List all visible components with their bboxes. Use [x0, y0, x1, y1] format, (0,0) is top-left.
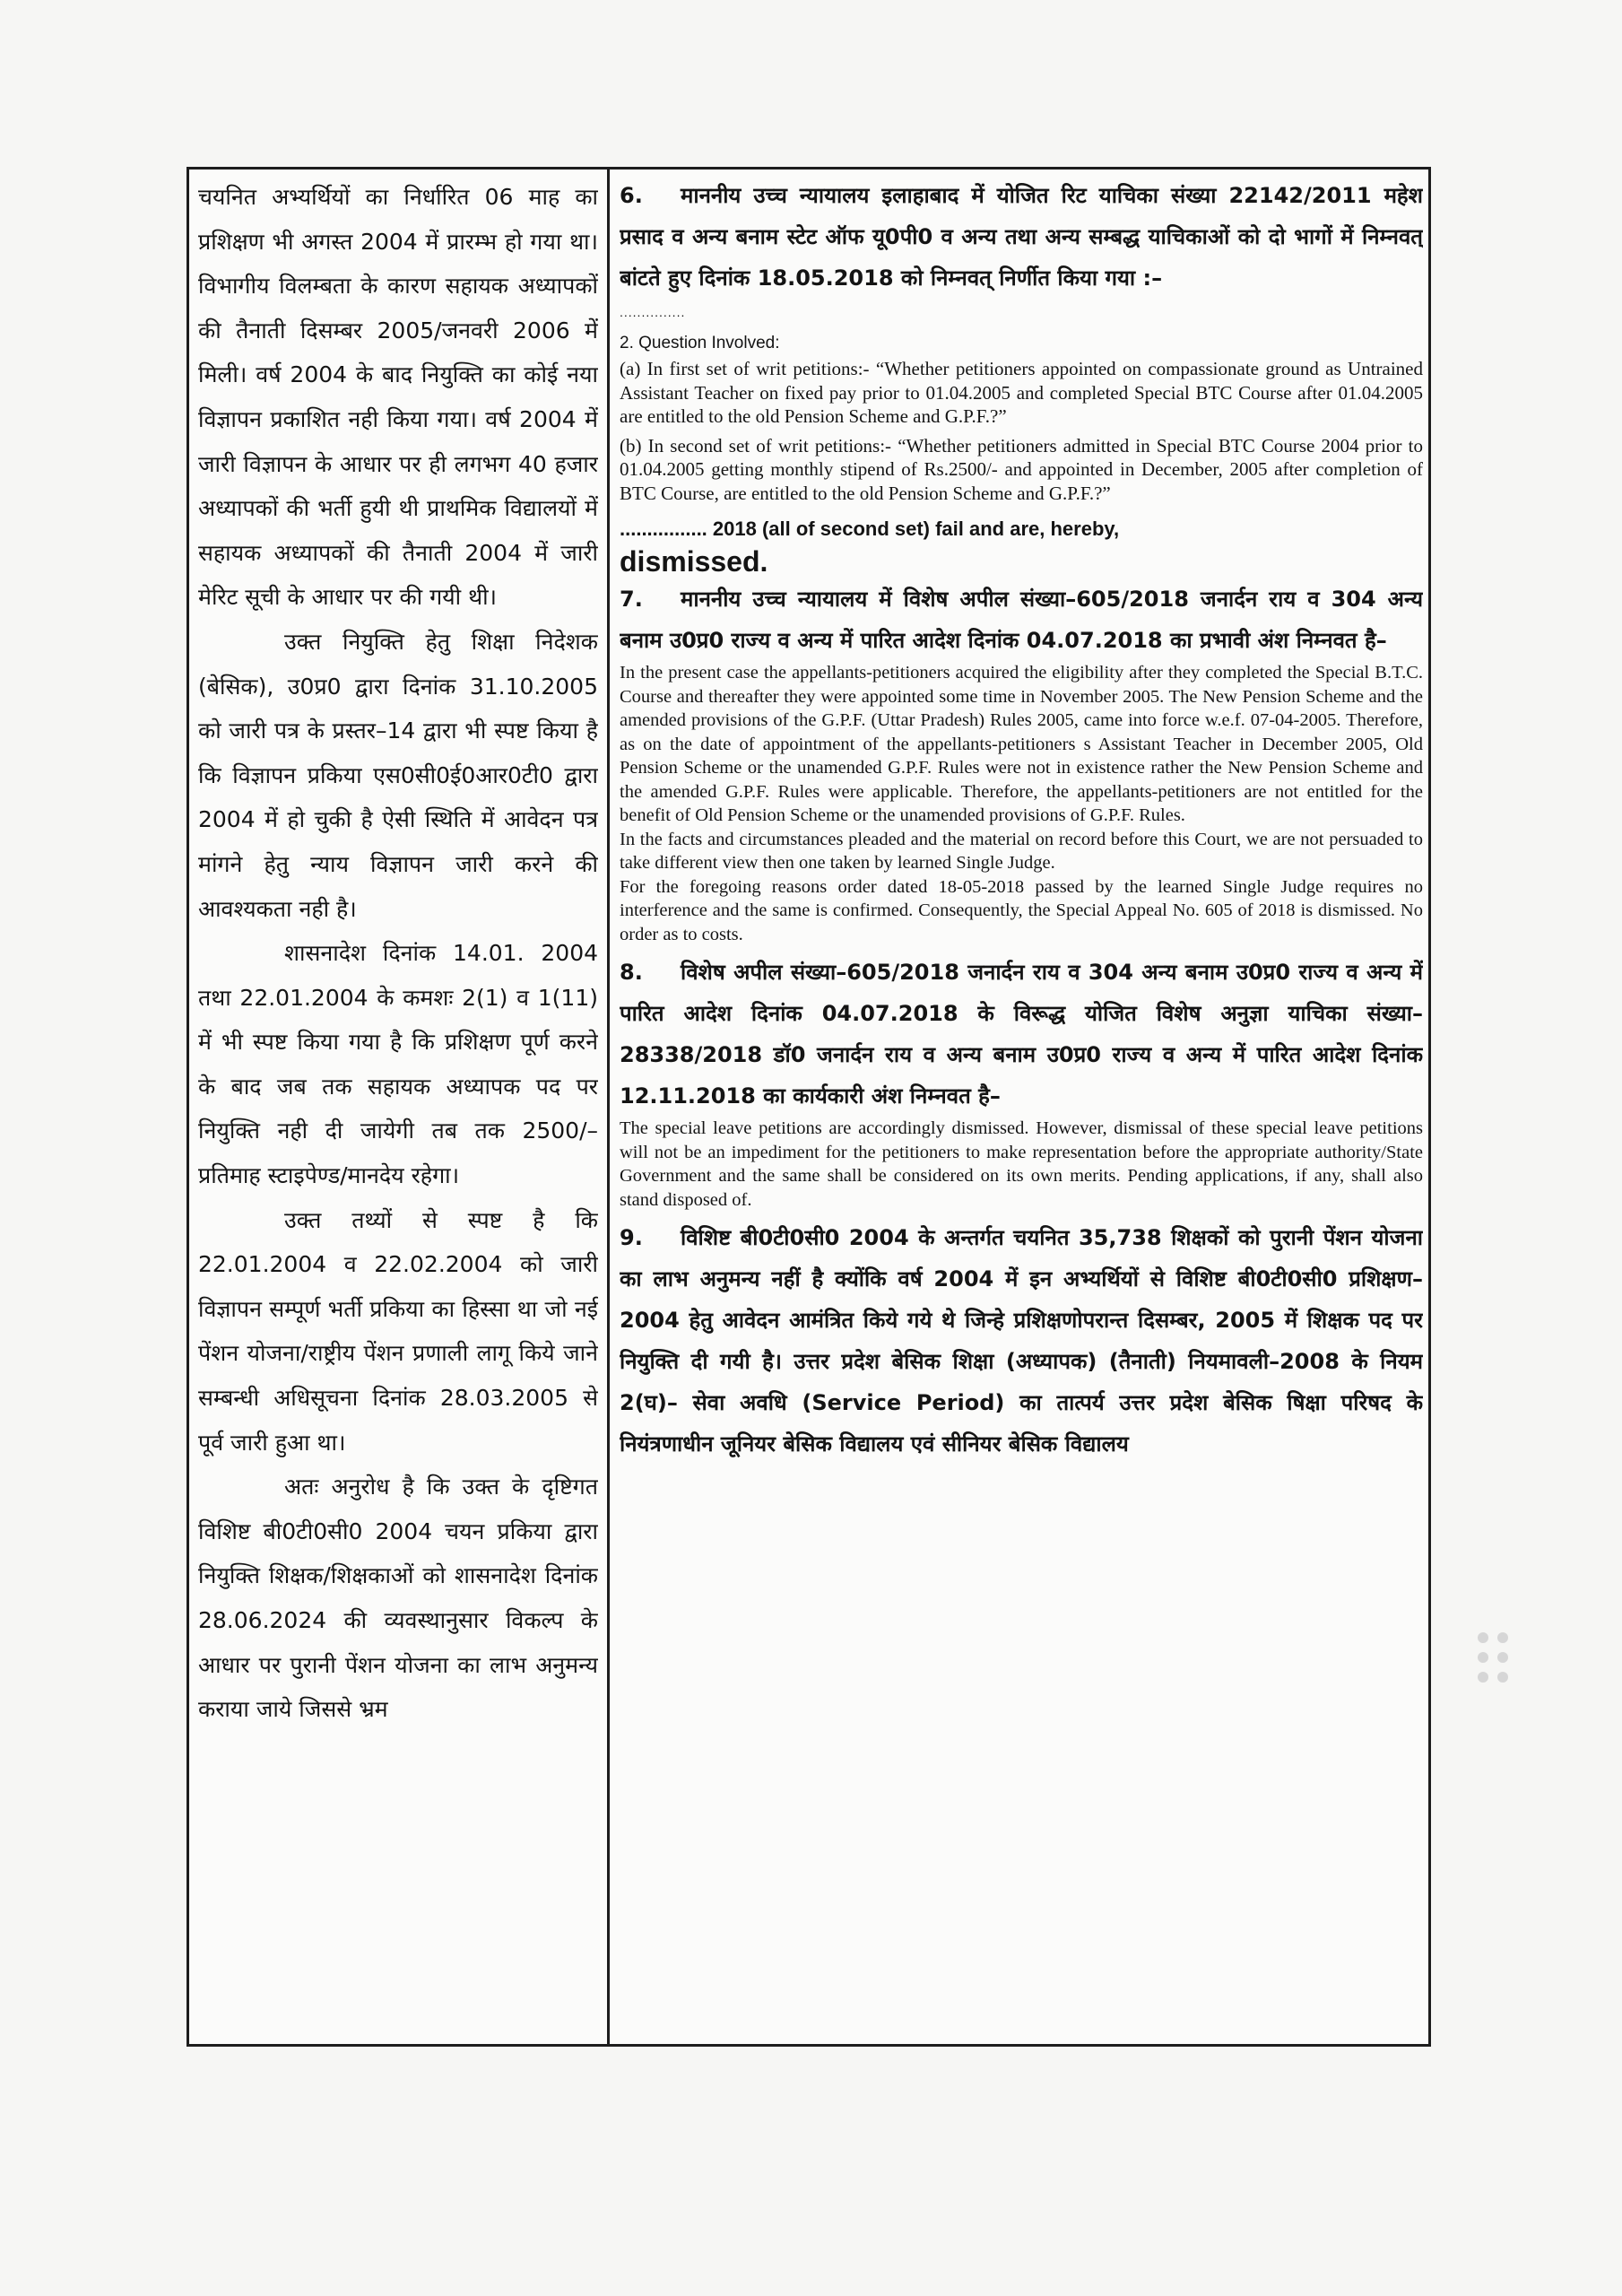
- watermark-dot: [1497, 1632, 1508, 1643]
- section-8-body: विशेष अपील संख्या–605/2018 जनार्दन राय व 304 अन्य बनाम उ0प्र0 राज्य व अन्य में पारित आदेश दिनांक 04.07.2018 के विरूद्ध योजित विशेष अनुज्ञा याचिका संख्या–28338/2018 डॉ0 जनार्दन राय व अन्य बनाम उ0प्र0 राज्य व अन्य में पारित आदेश दिनांक 12.11.2018 का कार्यकारी अंश निम्नवत है–: [620, 960, 1423, 1109]
- section-7-quote-2: In the facts and circumstances pleaded and the material on record before this Court, we are not persuaded to take different view then one taken by learned Single Judge.: [620, 829, 1423, 873]
- watermark-dot: [1478, 1632, 1488, 1643]
- left-paragraph-2: उक्त नियुक्ति हेतु शिक्षा निदेशक (बेसिक), उ0प्र0 द्वारा दिनांक 31.10.2005 को जारी पत्र के प्रस्तर–14 द्वारा भी स्पष्ट किया है कि विज्ञापन प्रकिया एस0सी0ई0आर0टी0 द्वारा 2004 में हो चुकी है ऐसी स्थिति में आवेदन पत्र मांगने हेतु न्याय विज्ञापन जारी करने की आवश्यकता नही है।: [198, 628, 598, 922]
- watermark-dot: [1497, 1672, 1508, 1683]
- document-frame: [186, 167, 1431, 2047]
- question-a: (a) In first set of writ petitions:- “Whether petitioners appointed on compassionate ground as Untrained Assistant Teacher on fixed pay prior to 01.04.2005 and completed Special BTC Course after 01.04.2005 are entitled to the old Pension Scheme and G.P.F.?”: [620, 358, 1423, 427]
- section-7-body: माननीय उच्च न्यायालय में विशेष अपील संख्या–605/2018 जनार्दन राय व 304 अन्य बनाम उ0प्र0 राज्य व अन्य में पारित आदेश दिनांक 04.07.2018 का प्रभावी अंश निम्नवत है–: [620, 587, 1423, 653]
- section-8-quote: The special leave petitions are accordingly dismissed. However, dismissal of these special leave petitions will not be an impediment for the petitioners to make representation before the appropriate authority/State Government and the same shall be considered on its own merits. Pending applications, if any, shall also stand disposed of.: [620, 1118, 1423, 1210]
- section-6-body: माननीय उच्च न्यायालय इलाहाबाद में योजित रिट याचिका संख्या 22142/2011 महेश प्रसाद व अन्य बनाम स्टेट ऑफ यू0पी0 व अन्य तथा अन्य सम्बद्ध याचिकाओं को दो भागों में निम्नवत् बांटते हुए दिनांक 18.05.2018 को निम्नवत् निर्णीत किया गया :–: [620, 183, 1423, 291]
- result-line: ................ 2018 (all of second set) fail and are, hereby,: [620, 517, 1120, 540]
- section-8-number: 8.: [620, 960, 643, 985]
- column-divider: [607, 170, 610, 2044]
- ellipsis-line: ...............: [620, 305, 686, 319]
- section-6-number: 6.: [620, 183, 643, 208]
- watermark-dot: [1478, 1652, 1488, 1663]
- section-6-text: [620, 175, 1423, 299]
- left-paragraph-4: उक्त तथ्यों से स्पष्ट है कि 22.01.2004 व 22.02.2004 को जारी विज्ञापन सम्पूर्ण भर्ती प्रकिया का हिस्सा था जो नई पेंशन योजना/राष्ट्रीय पेंशन प्रणाली लागू किये जाने सम्बन्धी अधिसूचना दिनांक 28.03.2005 से पूर्व जारी हुआ था।: [198, 1206, 598, 1456]
- left-paragraph-5: अतः अनुरोध है कि उक्त के दृष्टिगत विशिष्ट बी0टी0सी0 2004 चयन प्रकिया द्वारा नियुक्ति शिक्षक/शिक्षकाओं को शासनादेश दिनांक 28.06.2024 की व्यवस्थानुसार विकल्प के आधार पर पुरानी पेंशन योजना का लाभ अनुमन्य कराया जाये जिससे भ्रम: [198, 1474, 598, 1723]
- question-b: (b) In second set of writ petitions:- “Whether petitioners admitted in Special BTC Course 2004 prior to 01.04.2005 getting monthly stipend of Rs.2500/- and appointed in December, 2005 after completion of BTC Course, are entitled to the old Pension Scheme and G.P.F.?”: [620, 434, 1423, 504]
- section-9-body: विशिष्ट बी0टी0सी0 2004 के अन्तर्गत चयनित 35,738 शिक्षकों को पुरानी पेंशन योजना का लाभ अनुमन्य नहीं है क्योंकि वर्ष 2004 में इन अभ्यर्थियों से विशिष्ट बी0टी0सी0 प्रशिक्षण–2004 हेतु आवेदन आमंत्रित किये गये थे जिन्हे प्रशिक्षणोपरान्त दिसम्बर, 2005 में शिक्षक पद पर नियुक्ति दी गयी है। उत्तर प्रदेश बेसिक शिक्षा (अध्यापक) (तैनाती) नियमावली–2008 के नियम 2(घ)– सेवा अवधि (Service Period) का तात्पर्य उत्तर प्रदेश बेसिक षिक्षा परिषद के नियंत्रणाधीन जूनियर बेसिक विद्यालय एवं सीनियर बेसिक विद्यालय: [620, 1225, 1423, 1457]
- watermark-dot: [1478, 1672, 1488, 1683]
- left-column: [198, 175, 598, 2040]
- watermark-dot: [1497, 1652, 1508, 1663]
- question-heading: 2. Question Involved:: [620, 334, 780, 352]
- grid-menu-icon: [1478, 1632, 1515, 1692]
- section-7-text: [620, 578, 1423, 661]
- section-8-text: [620, 952, 1423, 1117]
- right-column: [620, 175, 1423, 2040]
- section-7-number: 7.: [620, 587, 643, 612]
- left-paragraph-3: शासनादेश दिनांक 14.01. 2004 तथा 22.01.2004 के कमशः 2(1) व 1(11) में भी स्पष्ट किया गया है कि प्रशिक्षण पूर्ण करने के बाद जब तक सहायक अध्यापक पद पर नियुक्ति नही दी जायेगी तब तक 2500/– प्रतिमाह स्टाइपेण्ड/मानदेय रहेगा।: [198, 940, 598, 1189]
- left-paragraph-1: चयनित अभ्यर्थियों का निर्धारित 06 माह का प्रशिक्षण भी अगस्त 2004 में प्रारम्भ हो गया था। विभागीय विलम्बता के कारण सहायक अध्यापकों की तैनाती दिसम्बर 2005/जनवरी 2006 में मिली। वर्ष 2004 के बाद नियुक्ति का कोई नया विज्ञापन प्रकाशित नही किया गया। वर्ष 2004 में जारी विज्ञापन के आधार पर ही लगभग 40 हजार अध्यापकों की भर्ती हुयी थी प्राथमिक विद्यालयों में सहायक अध्यापकों की तैनाती 2004 में जारी मेरिट सूची के आधार पर की गयी थी।: [198, 184, 598, 611]
- section-9-text: [620, 1217, 1423, 1465]
- dismissed-word: dismissed.: [620, 545, 768, 578]
- section-7-quote-1: In the present case the appellants-petitioners acquired the eligibility after they completed the Special B.T.C. Course and thereafter they were appointed some time in November 2005. The New Pension Scheme and the amended provisions of the G.P.F. (Uttar Pradesh) Rules 2005, came into force w.e.f. 07-04-2005. Therefore, as on the date of appointment of the appellants-petitioners s Assistant Teacher in December 2005, Old Pension Scheme or the unamended G.P.F. Rules were not in existence rather the New Pension Scheme and the amended G.P.F. Rules were applicable. Therefore, the appellants-petitioners are not entitled for the benefit of Old Pension Scheme or the unamended provisions of G.P.F. Rules.: [620, 663, 1423, 825]
- section-9-number: 9.: [620, 1225, 643, 1250]
- section-7-quote-3: For the foregoing reasons order dated 18-05-2018 passed by the learned Single Judge requires no interference and the same is confirmed. Consequently, the Special Appeal No. 605 of 2018 is dismissed. No order as to costs.: [620, 876, 1423, 944]
